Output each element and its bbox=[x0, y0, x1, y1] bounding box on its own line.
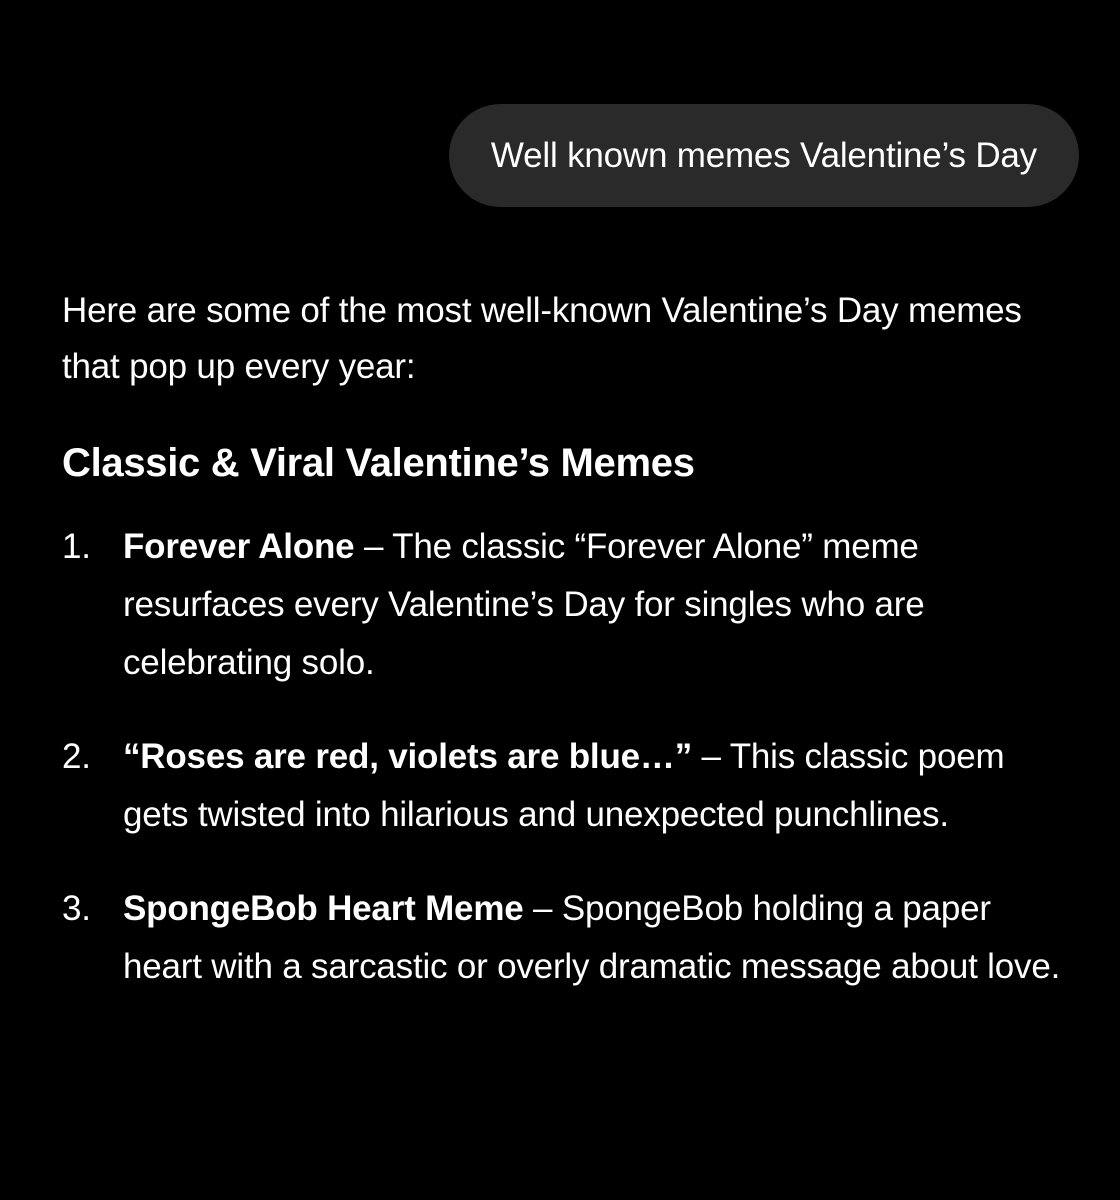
response-intro: Here are some of the most well-known Valentine’s Day memes that pop up every year: bbox=[62, 291, 1022, 386]
list-item-separator: – bbox=[523, 889, 562, 928]
user-message-text: Well known memes Valentine’s Day bbox=[490, 135, 1037, 175]
list-item-text: This classic poem gets twisted into hilarious and unexpected punchlines. bbox=[123, 737, 1005, 834]
list-item-separator: – bbox=[692, 737, 730, 776]
list-item bbox=[62, 518, 1062, 692]
list-item-number: 3. bbox=[62, 889, 91, 928]
list-item-title: Forever Alone bbox=[123, 527, 355, 566]
list-item-title: “Roses are red, violets are blue…” bbox=[123, 737, 692, 776]
user-message-bubble[interactable] bbox=[449, 104, 1079, 207]
list-item-number: 2. bbox=[62, 737, 91, 776]
list-item-separator: – bbox=[354, 527, 393, 566]
section-heading: Classic & Viral Valentine’s Memes bbox=[62, 441, 695, 485]
assistant-response bbox=[62, 283, 1062, 1032]
list-item-title: SpongeBob Heart Meme bbox=[123, 889, 524, 928]
meme-list bbox=[62, 518, 1062, 996]
list-item-number: 1. bbox=[62, 527, 91, 566]
list-item-text: SpongeBob holding a paper heart with a sarcastic or overly dramatic message about love. bbox=[123, 889, 1061, 986]
list-item bbox=[62, 880, 1062, 996]
list-item-text: The classic “Forever Alone” meme resurfaces every Valentine’s Day for singles who are celebrating solo. bbox=[123, 527, 925, 682]
list-item bbox=[62, 728, 1062, 844]
